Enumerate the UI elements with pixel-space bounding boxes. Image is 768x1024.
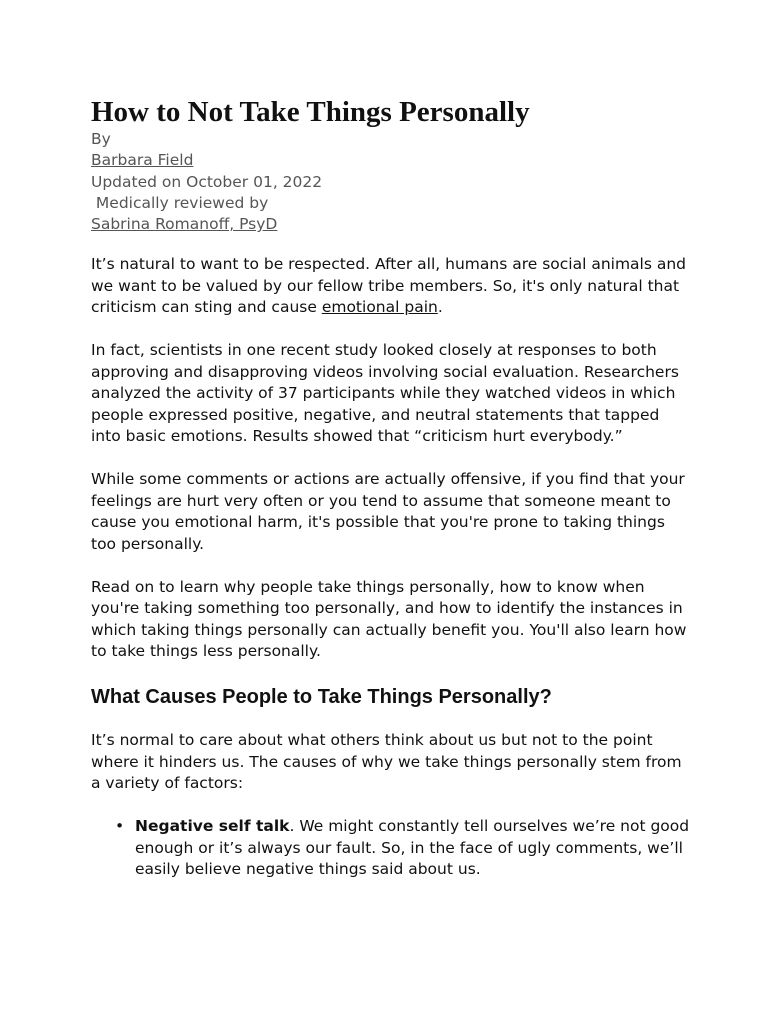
factors-list — [91, 816, 691, 881]
emotional-pain-link[interactable]: emotional pain — [321, 298, 438, 316]
article-title: How to Not Take Things Personally — [91, 96, 530, 128]
by-label: By — [91, 130, 111, 148]
section-heading: What Causes People to Take Things Personally? — [91, 686, 552, 708]
section-intro: It’s normal to care about what others think about us but not to the point where it hinders us. The causes of why we take things personally stem from a variety of factors: — [91, 731, 682, 792]
article-body — [91, 254, 691, 881]
paragraph-read-on: Read on to learn why people take things personally, how to know when you're taking something too personally, and how to identify the instances in which taking things personally can actually benefit you. You'll also learn how to take things less personally. — [91, 577, 687, 660]
author-link[interactable]: Barbara Field — [91, 151, 194, 170]
reviewed-label: Medically reviewed by — [91, 193, 269, 212]
factor-description: . We might constantly tell ourselves we’re not good enough or it’s always our fault. So, in the face of ugly comments, we’ll easily believe negative things said about us. — [135, 817, 690, 878]
reviewer-link[interactable]: Sabrina Romanoff, PsyD — [91, 215, 278, 234]
paragraph-study: In fact, scientists in one recent study looked closely at responses to both approving and disapproving videos involving social evaluation. Researchers analyzed the activity of 37 participants while they watched videos in which people expressed positive, negative, and neutral statements that tapped into basic emotions. Results showed that “criticism hurt everybody.” — [91, 341, 679, 445]
paragraph-intro — [91, 254, 691, 319]
paragraph-intro-end: . — [437, 298, 443, 316]
bullet-icon: • — [115, 817, 125, 835]
byline — [91, 129, 322, 235]
updated-date: Updated on October 01, 2022 — [91, 172, 323, 191]
paragraph-offensive: While some comments or actions are actually offensive, if you find that your feelings are hurt very often or you tend to assume that someone meant to cause you emotional harm, it's possible that you're prone to taking things too personally. — [91, 470, 685, 553]
list-item — [115, 816, 691, 881]
paragraph-intro-text: It’s natural to want to be respected. After all, humans are social animals and we want to be valued by our fellow tribe members. So, it's only natural that criticism can sting and cause — [91, 255, 687, 316]
factor-term: Negative self talk — [135, 817, 290, 835]
